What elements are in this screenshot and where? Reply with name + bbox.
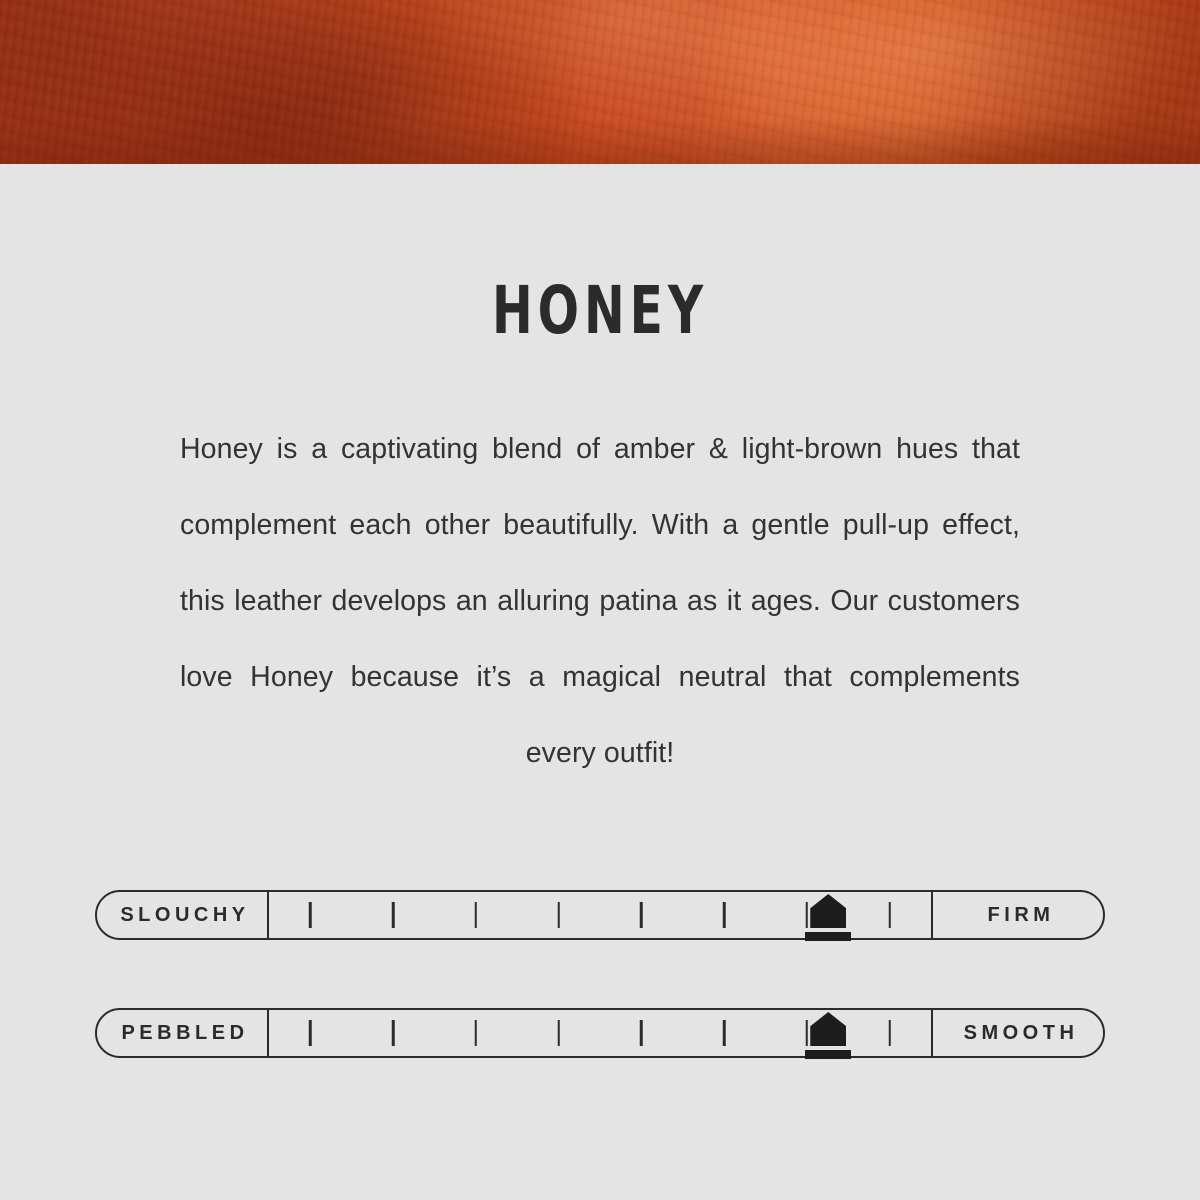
page-title: HONEY <box>491 272 708 349</box>
scale-ticks <box>269 892 931 938</box>
scale-tick <box>309 902 312 928</box>
scale-tick <box>640 1020 643 1046</box>
scale-right-label: FIRM <box>931 892 1103 938</box>
scale-left-label: SLOUCHY <box>97 892 269 938</box>
scale-tick <box>475 1020 478 1046</box>
scale-tick <box>723 902 726 928</box>
scale-right-label: SMOOTH <box>931 1010 1103 1056</box>
scale-tick <box>888 902 891 928</box>
scale-tick <box>723 1020 726 1046</box>
scale-left-label: PEBBLED <box>97 1010 269 1056</box>
scale-tick <box>309 1020 312 1046</box>
scale-texture <box>95 1008 1105 1058</box>
scale-tick <box>557 902 560 928</box>
card-content <box>0 164 1200 791</box>
scale-tick <box>806 1020 809 1046</box>
scale-tick <box>557 1020 560 1046</box>
scale-tick <box>392 1020 395 1046</box>
scale-ticks <box>269 1010 931 1056</box>
scale-structure <box>95 890 1105 940</box>
scale-tick <box>640 902 643 928</box>
scale-track <box>95 1008 1105 1058</box>
swatch-shadow-layer <box>0 118 1200 164</box>
scale-track <box>95 890 1105 940</box>
leather-swatch-image <box>0 0 1200 164</box>
scale-tick <box>888 1020 891 1046</box>
color-description: Honey is a captivating blend of amber & light-brown hues that complement each other beautifully. With a gentle pull-up effect, this leather develops an alluring patina as it ages. Our customers love Honey because it’s a magical neutral that complements every outfit! <box>180 433 1020 769</box>
scale-tick <box>475 902 478 928</box>
scale-tick <box>806 902 809 928</box>
attribute-scales <box>0 890 1200 1126</box>
scale-tick <box>392 902 395 928</box>
